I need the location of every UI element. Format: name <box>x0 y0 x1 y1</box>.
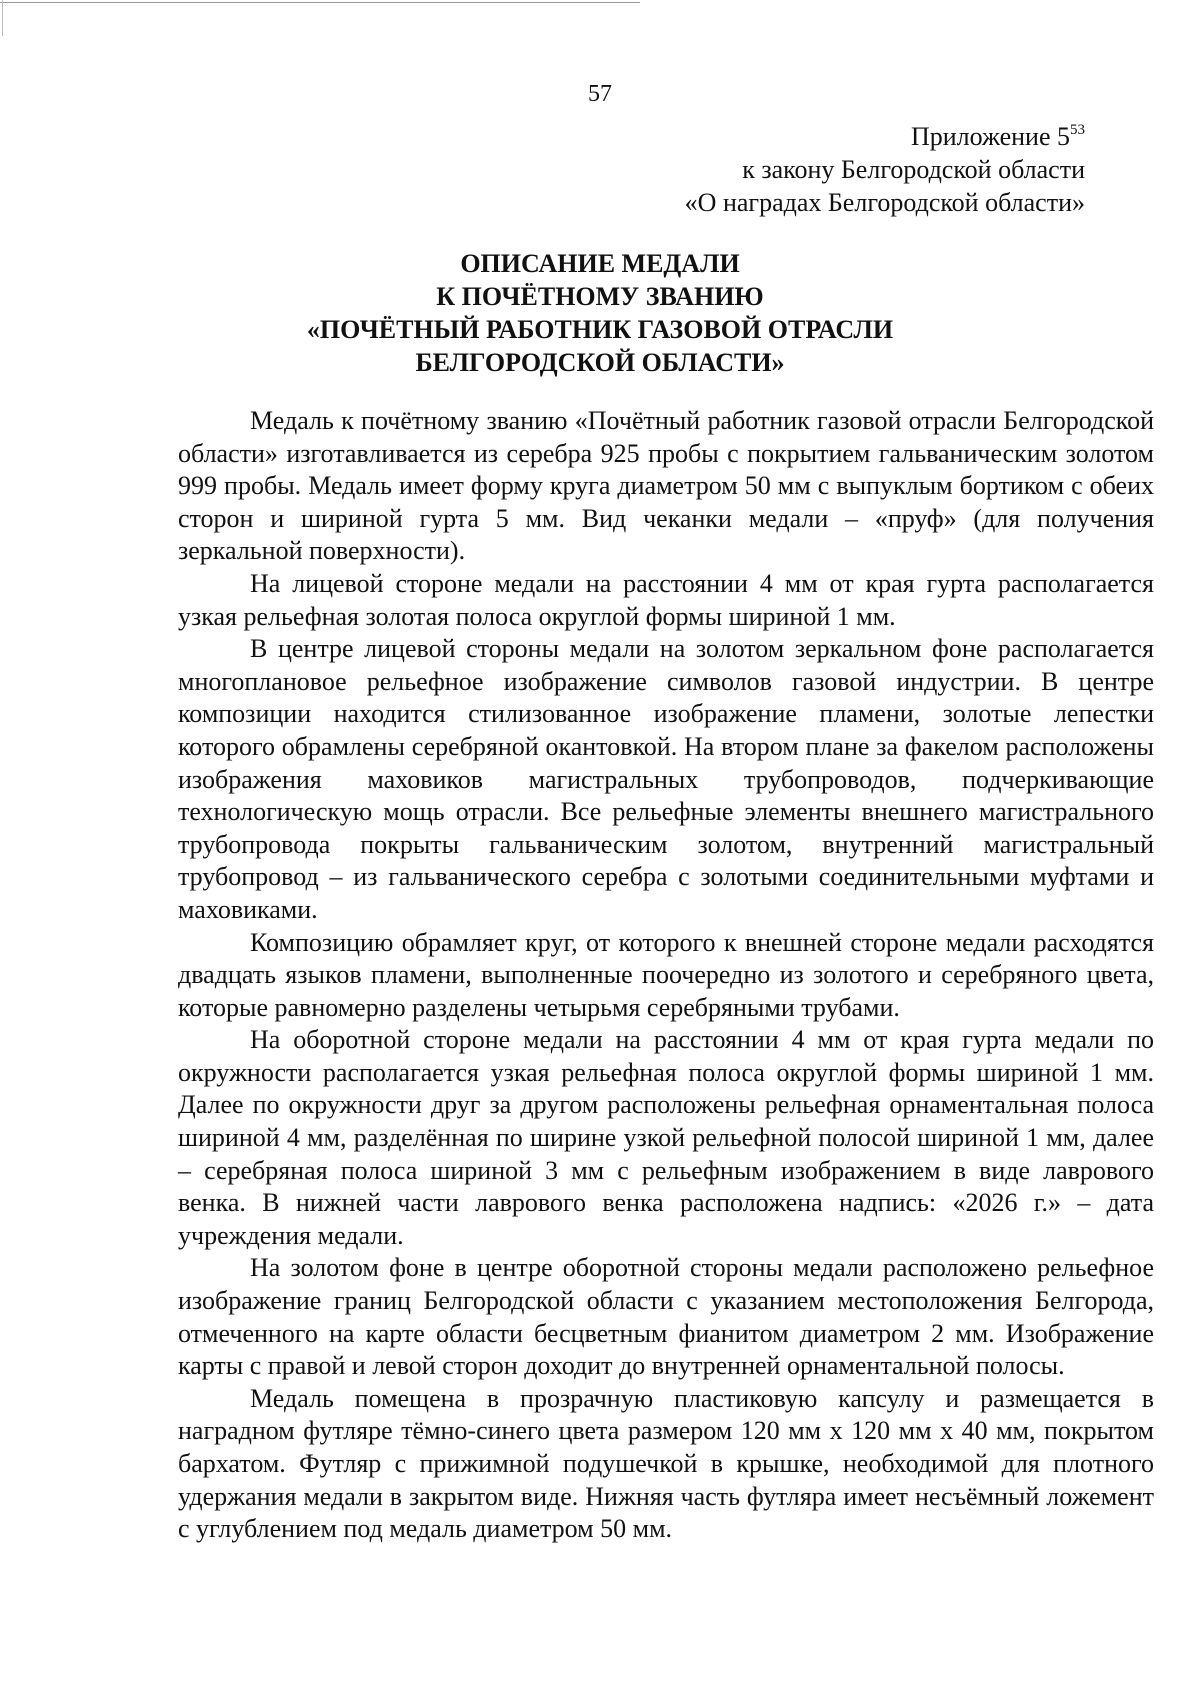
appendix-header <box>685 120 1085 219</box>
paragraph-reverse-side: На оборотной стороне медали на расстоянии 4 мм от края гурта медали по окружности располагается узкая рельефная полоса округлой формы шириной 1 мм. Далее по окружности друг за другом расположены рельефная орнаментальная полоса шириной 4 мм, разделённая по ширине узкой рельефной полосой шириной 1 мм, далее – серебряная полоса шириной 3 мм с рельефным изображением в виде лаврового венка. В нижней части лаврового венка расположена надпись: «2026 г.» – дата учреждения медали. <box>178 1025 1154 1250</box>
paragraph-flame-circle: Композицию обрамляет круг, от которого к внешней стороне медали расходятся двадцать языков пламени, выполненные поочередно из золотого и серебряного цвета, которые равномерно разделены четырьмя серебряными трубами. <box>178 927 1154 1022</box>
paragraph-medal-material: Медаль к почётному званию «Почётный работник газовой отрасли Белгородской области» изготавливается из серебра 925 пробы с покрытием гальваническим золотом 999 пробы. Медаль имеет форму круга диаметром 50 мм с выпуклым бортиком с обеих сторон и шириной гурта 5 мм. Вид чеканки медали – «пруф» (для получения зеркальной поверхности). <box>178 406 1154 566</box>
paragraph-front-strip: На лицевой стороне медали на расстоянии 4 мм от края гурта располагается узкая рельефная золотая полоса округлой формы шириной 1 мм. <box>178 568 1154 631</box>
document-title <box>0 247 1200 379</box>
appendix-label: Приложение 5 <box>910 122 1070 151</box>
document-body <box>178 405 1154 1546</box>
scan-edge-line <box>0 2 640 3</box>
title-line-4: БЕЛГОРОДСКОЙ ОБЛАСТИ» <box>415 348 785 377</box>
paragraph-front-center: В центре лицевой стороны медали на золотом зеркальном фоне располагается многоплановое рельефное изображение символов газовой индустрии. В центре композиции находится стилизованное изображение пламени, золотые лепестки которого обрамлены серебряной окантовкой. На втором плане за факелом расположены изображения маховиков магистральных трубопроводов, подчеркивающие технологическую мощь отрасли. Все рельефные элементы внешнего магистрального трубопровода покрыты гальваническим золотом, внутренний магистральный трубопровод – из гальванического серебра с золотыми соединительными муфтами и маховиками. <box>178 634 1154 924</box>
title-line-2: К ПОЧЁТНОМУ ЗВАНИЮ <box>436 282 764 311</box>
appendix-line-2: к закону Белгородской области <box>742 155 1085 184</box>
title-line-1: ОПИСАНИЕ МЕДАЛИ <box>460 249 740 278</box>
appendix-line-3: «О наградах Белгородской области» <box>684 188 1085 217</box>
title-line-3: «ПОЧЁТНЫЙ РАБОТНИК ГАЗОВОЙ ОТРАСЛИ <box>306 315 894 344</box>
paragraph-case: Медаль помещена в прозрачную пластиковую капсулу и размещается в наградном футляре тёмно-синего цвета размером 120 мм х 120 мм х 40 мм, покрытом бархатом. Футляр с прижимной подушечкой в крышке, необходимой для плотного удержания медали в закрытом виде. Нижняя часть футляра имеет несъёмный ложемент с углублением под медаль диаметром 50 мм. <box>178 1383 1154 1544</box>
appendix-number-superscript: 53 <box>1070 122 1085 138</box>
scan-edge-mark <box>2 0 3 36</box>
page-number: 57 <box>588 81 612 107</box>
paragraph-reverse-map: На золотом фоне в центре оборотной стороны медали расположено рельефное изображение границ Белгородской области с указанием местоположения Белгорода, отмеченного на карте области бесцветным фианитом диаметром 2 мм. Изображение карты с правой и левой сторон доходит до внутренней орнаментальной полосы. <box>178 1253 1154 1381</box>
appendix-line-1 <box>685 120 1085 153</box>
